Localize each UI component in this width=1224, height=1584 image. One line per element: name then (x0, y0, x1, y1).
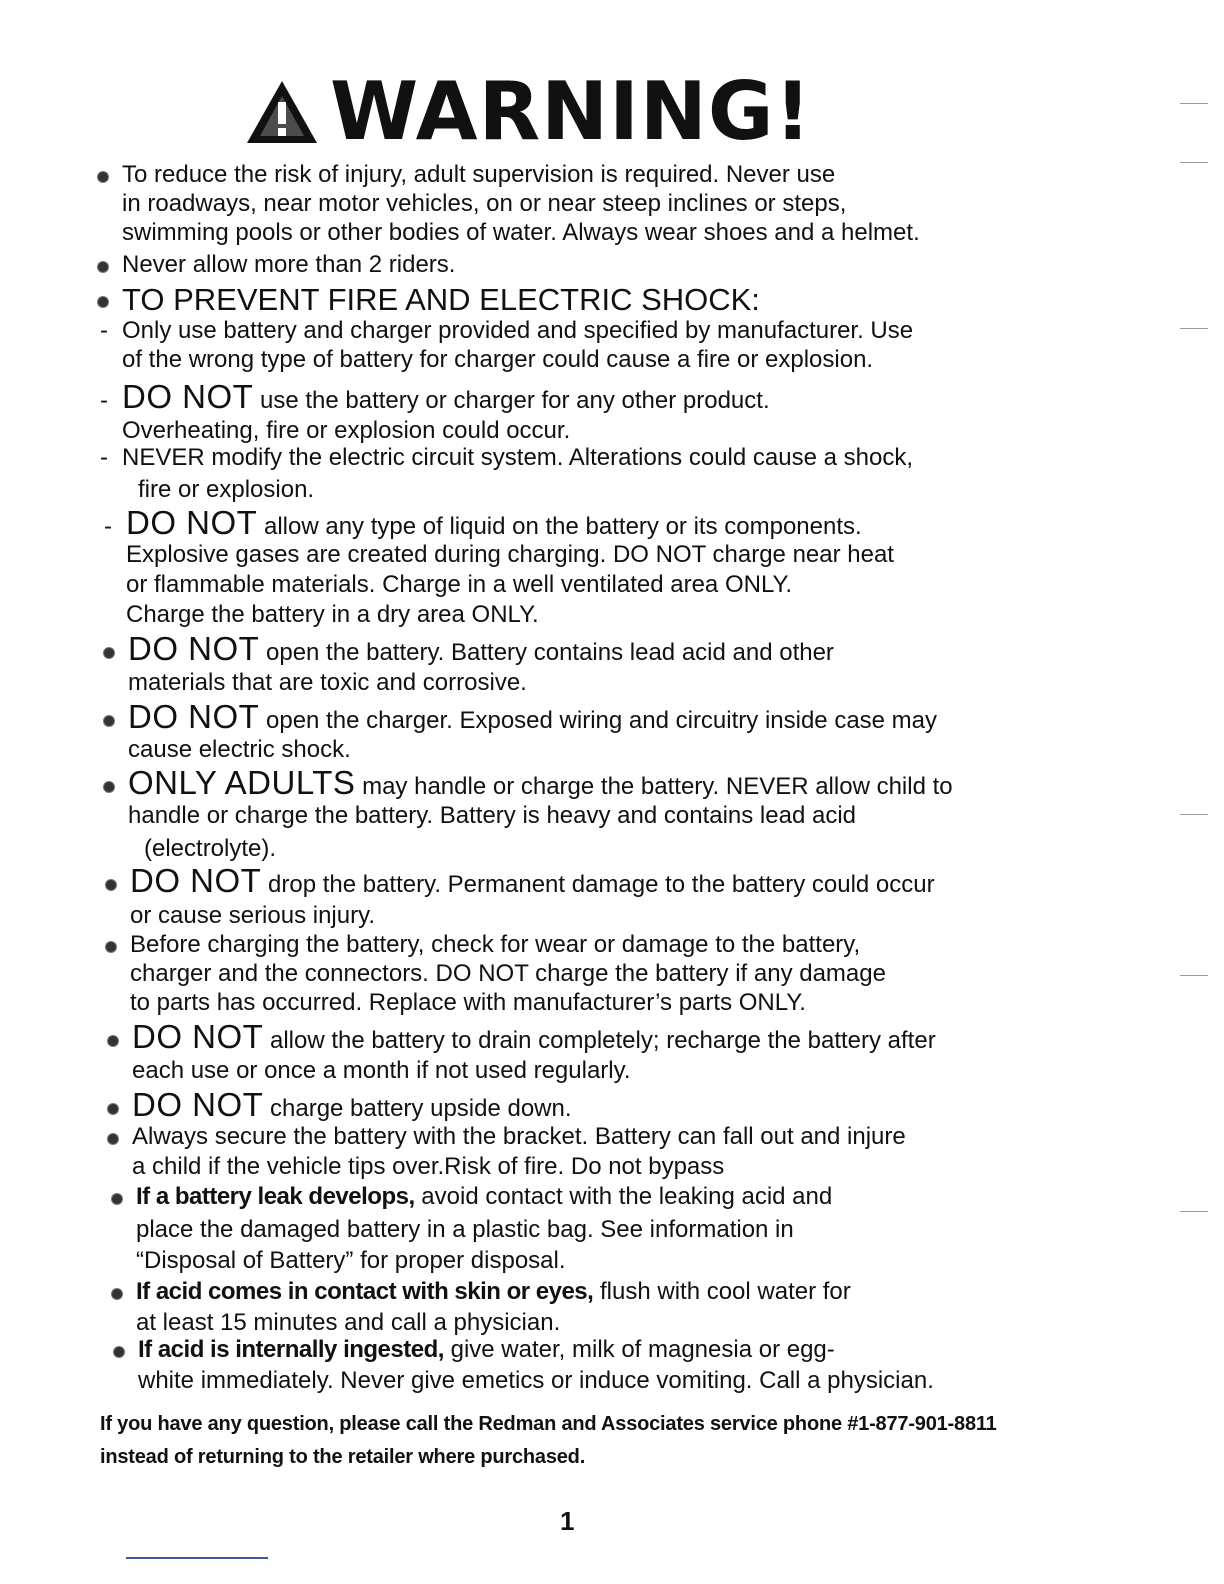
item-text: Only use battery and charger provided and specified by manufacturer. Use (122, 317, 914, 344)
bullet-icon (98, 262, 108, 272)
page-title: WARNING! (330, 65, 812, 158)
item-text: open the battery. Battery contains lead acid and other (266, 639, 834, 666)
warning-item (132, 1086, 572, 1124)
emphasis-lead: ONLY ADULTS (128, 764, 356, 801)
page-number: 1 (560, 1506, 575, 1536)
item-text: drop the battery. Permanent damage to the battery could occur (268, 871, 935, 898)
emphasis-lead: DO NOT (132, 1018, 264, 1055)
item-text: fire or explosion. (138, 476, 315, 503)
item-text: Never allow more than 2 riders. (122, 251, 456, 278)
bullet-icon (112, 1194, 122, 1204)
item-text: NEVER modify the electric circuit system. Alterations could cause a shock, (122, 444, 913, 471)
item-text: a child if the vehicle tips over.Risk of fire. Do not bypass (132, 1153, 725, 1180)
bullet-icon (108, 1036, 118, 1046)
item-text: swimming pools or other bodies of water. Always wear shoes and a helmet. (122, 219, 920, 246)
warning-item (100, 316, 914, 346)
item-text: avoid contact with the leaking acid and (421, 1183, 833, 1210)
dash-marker: - (100, 317, 108, 344)
bullet-icon (104, 782, 114, 792)
item-text: “Disposal of Battery” for proper disposal. (136, 1247, 566, 1274)
warning-item (122, 160, 835, 190)
bullet-icon (106, 942, 116, 952)
item-text: or cause serious injury. (130, 902, 375, 929)
scan-edge-mark (1180, 328, 1208, 329)
item-text: To reduce the risk of injury, adult supervision is required. Never use (122, 161, 836, 188)
bullet-icon (112, 1289, 122, 1299)
bold-lead: If a battery leak develops, (136, 1183, 415, 1210)
item-text: Charge the battery in a dry area ONLY. (126, 601, 539, 628)
item-text: open the charger. Exposed wiring and circuitry inside case may (266, 707, 938, 734)
scan-edge-mark (1180, 975, 1208, 976)
emphasis-lead: DO NOT (130, 862, 262, 899)
warning-item (130, 862, 935, 900)
bullet-icon (104, 716, 114, 726)
item-text: use the battery or charger for any other product. (260, 387, 770, 414)
dash-marker: - (100, 387, 108, 414)
item-text: Explosive gases are created during charging. DO NOT charge near heat (126, 541, 894, 568)
warning-item (136, 1277, 851, 1307)
bullet-icon (104, 648, 114, 658)
warning-item (132, 1018, 936, 1056)
dash-marker: - (104, 513, 112, 540)
heading-text: TO PREVENT FIRE AND ELECTRIC SHOCK: (122, 282, 760, 317)
footer-line: If you have any question, please call the Redman and Associates service phone #1-877-901-8811 (100, 1413, 997, 1435)
emphasis-lead: DO NOT (128, 698, 260, 735)
service-contact-note (100, 1408, 1150, 1474)
bold-lead: If acid is internally ingested, (138, 1336, 444, 1363)
warning-item (138, 1335, 835, 1365)
item-text: handle or charge the battery. Battery is heavy and contains lead acid (128, 802, 857, 829)
emphasis-lead: DO NOT (128, 630, 260, 667)
item-text: at least 15 minutes and call a physician. (136, 1309, 561, 1336)
warning-triangle-icon (244, 78, 320, 146)
scan-edge-mark (1180, 814, 1208, 815)
emphasis-lead: DO NOT (132, 1086, 264, 1123)
item-text: (electrolyte). (144, 835, 277, 862)
item-text: allow the battery to drain completely; recharge the battery after (270, 1027, 936, 1054)
item-text: Before charging the battery, check for wear or damage to the battery, (130, 931, 861, 958)
scan-edge-mark (1180, 162, 1208, 163)
warning-item (132, 1122, 906, 1152)
warning-item (122, 250, 455, 280)
warning-item (100, 378, 770, 416)
item-text: give water, milk of magnesia or egg- (450, 1336, 835, 1363)
item-text: materials that are toxic and corrosive. (128, 669, 527, 696)
bullet-icon (98, 297, 108, 307)
scan-edge-mark (1180, 1211, 1208, 1212)
item-text: white immediately. Never give emetics or induce vomiting. Call a physician. (138, 1367, 934, 1394)
footer-line: instead of returning to the retailer where purchased. (100, 1446, 586, 1468)
item-text: charger and the connectors. DO NOT charge the battery if any damage (130, 960, 886, 987)
warning-item (100, 443, 913, 473)
warning-item (136, 1182, 832, 1212)
item-text: or flammable materials. Charge in a well ventilated area ONLY. (126, 571, 793, 598)
item-text: cause electric shock. (128, 736, 351, 763)
warning-item (104, 504, 862, 542)
warning-item (128, 698, 938, 736)
bottom-rule (126, 1557, 268, 1559)
warning-item (130, 930, 860, 960)
scan-edge-mark (1180, 103, 1208, 104)
warning-item (128, 764, 953, 802)
item-text: each use or once a month if not used regularly. (132, 1057, 631, 1084)
bullet-icon (108, 1134, 118, 1144)
item-text: charge battery upside down. (270, 1095, 572, 1122)
bold-lead: If acid comes in contact with skin or eyes, (136, 1278, 594, 1305)
item-text: of the wrong type of battery for charger could cause a fire or explosion. (122, 346, 874, 373)
bullet-icon (98, 172, 108, 182)
emphasis-lead: DO NOT (126, 504, 258, 541)
bullet-icon (106, 880, 116, 890)
emphasis-lead: DO NOT (122, 378, 254, 415)
warning-item (128, 630, 834, 668)
item-text: flush with cool water for (600, 1278, 851, 1305)
bullet-icon (114, 1347, 124, 1357)
dash-marker: - (100, 444, 108, 471)
item-text: Always secure the battery with the bracket. Battery can fall out and injure (132, 1123, 906, 1150)
item-text: to parts has occurred. Replace with manufacturer’s parts ONLY. (130, 989, 806, 1016)
section-heading (122, 282, 760, 318)
item-text: in roadways, near motor vehicles, on or near steep inclines or steps, (122, 190, 847, 217)
item-text: place the damaged battery in a plastic bag. See information in (136, 1216, 794, 1243)
item-text: allow any type of liquid on the battery or its components. (264, 513, 862, 540)
warning-header (244, 65, 812, 158)
bullet-icon (108, 1104, 118, 1114)
item-text: Overheating, fire or explosion could occur. (122, 417, 571, 444)
item-text: may handle or charge the battery. NEVER allow child to (362, 773, 953, 800)
